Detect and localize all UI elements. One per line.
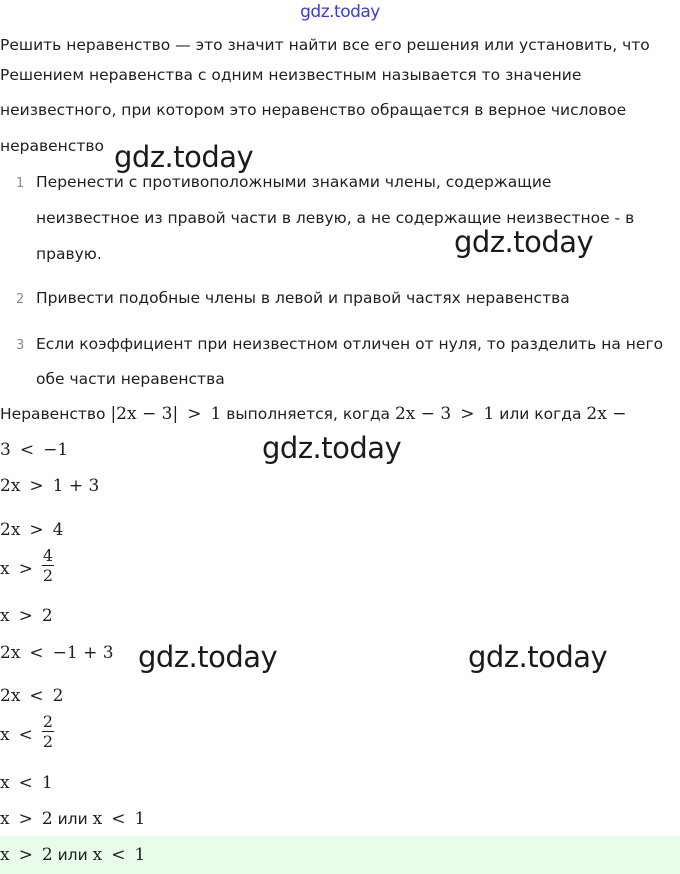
step-text-line: обе части неравенства xyxy=(36,370,225,388)
intro-line-1: Решить неравенство — это значит найти все его решения или установить, что xyxy=(0,36,650,54)
math-rhs: −1 + 3 xyxy=(52,643,114,663)
math-lhs: 2x xyxy=(0,520,21,540)
step-number: 1 xyxy=(16,176,25,191)
step-number: 2 xyxy=(16,292,25,307)
math-lhs: 2x xyxy=(0,476,21,496)
fraction-denominator: 2 xyxy=(42,732,54,751)
math-rhs: 2 xyxy=(41,606,53,626)
step-text-line: неизвестное из правой части в левую, а не содержащие неизвестное - в xyxy=(36,209,635,227)
lt-sign: < xyxy=(18,725,33,745)
intro-line-4: неравенство xyxy=(0,137,104,155)
statement-line-cont xyxy=(0,440,68,460)
site-watermark: gdz.today xyxy=(300,2,380,22)
fraction-numerator: 2 xyxy=(42,712,54,731)
lt-sign: < xyxy=(29,686,44,706)
watermark: gdz.today xyxy=(454,225,594,259)
math-rhs: 1 xyxy=(134,845,146,865)
case2-lhs-start: 2x − xyxy=(586,404,627,424)
math-rhs: 4 xyxy=(52,520,64,540)
math-step xyxy=(0,773,53,793)
math-step xyxy=(0,546,54,585)
math-lhs: 2x xyxy=(0,643,21,663)
math-step xyxy=(0,686,63,706)
math-rhs: 1 xyxy=(41,773,53,793)
step-text-line: правую. xyxy=(36,245,102,263)
lt-sign: < xyxy=(29,643,44,663)
statement-line xyxy=(0,404,626,424)
holds-when-text: выполняется, когда xyxy=(226,405,391,423)
watermark: gdz.today xyxy=(138,640,278,674)
watermark: gdz.today xyxy=(262,431,402,465)
fraction xyxy=(42,546,54,585)
gt-sign: > xyxy=(18,606,33,626)
math-lhs: x xyxy=(0,559,10,579)
or-when-text: или когда xyxy=(499,405,582,423)
case1-lhs: 2x − 3 xyxy=(394,404,452,424)
math-lhs: x xyxy=(0,725,10,745)
math-rhs: 2 xyxy=(41,845,53,865)
math-rhs: 1 + 3 xyxy=(52,476,100,496)
math-lhs: x xyxy=(92,809,103,829)
math-step xyxy=(0,520,63,540)
case1-rhs: 1 xyxy=(483,404,495,424)
fraction-denominator: 2 xyxy=(42,566,54,585)
math-rhs: 1 xyxy=(134,809,146,829)
lt-sign: < xyxy=(111,845,126,865)
fraction-numerator: 4 xyxy=(42,546,54,565)
gt-sign: > xyxy=(29,476,44,496)
lt-sign: < xyxy=(19,440,35,460)
gt-sign: > xyxy=(18,845,33,865)
watermark: gdz.today xyxy=(114,140,254,174)
lt-sign: < xyxy=(111,809,126,829)
gt-sign: > xyxy=(187,404,202,424)
answer-line xyxy=(0,845,145,865)
math-lhs: x xyxy=(0,773,10,793)
gt-sign: > xyxy=(460,404,475,424)
math-lhs: x xyxy=(0,606,10,626)
gt-sign: > xyxy=(18,809,33,829)
gt-sign: > xyxy=(29,520,44,540)
math-step xyxy=(0,643,114,663)
math-lhs: x xyxy=(0,809,10,829)
rhs-value: 1 xyxy=(210,404,222,424)
math-step xyxy=(0,606,53,626)
intro-line-2: Решением неравенства с одним неизвестным называется то значение xyxy=(0,66,582,84)
math-lhs: x xyxy=(92,845,103,865)
combined-result xyxy=(0,809,145,829)
math-lhs: x xyxy=(0,845,10,865)
math-rhs: 2 xyxy=(41,809,53,829)
lt-sign: < xyxy=(18,773,33,793)
case2-rhs: −1 xyxy=(43,440,69,460)
watermark: gdz.today xyxy=(468,640,608,674)
step-number: 3 xyxy=(16,338,25,353)
step-text-line: Если коэффициент при неизвестном отличен от нуля, то разделить на него xyxy=(36,335,664,353)
case2-lhs-end: 3 xyxy=(0,440,11,460)
fraction xyxy=(42,712,54,751)
math-rhs: 2 xyxy=(52,686,64,706)
intro-line-3: неизвестного, при котором это неравенство обращается в верное числовое xyxy=(0,101,627,119)
or-text: или xyxy=(57,810,88,828)
math-step xyxy=(0,712,54,751)
step-text-line: Перенести с противоположными знаками члены, содержащие xyxy=(36,173,552,191)
abs-expression: |2x − 3| xyxy=(110,404,179,424)
or-text: или xyxy=(57,846,88,864)
statement-prefix: Неравенство xyxy=(0,405,106,423)
step-text-line: Привести подобные члены в левой и правой частях неравенства xyxy=(36,289,570,307)
math-lhs: 2x xyxy=(0,686,21,706)
math-step xyxy=(0,476,99,496)
gt-sign: > xyxy=(18,559,33,579)
